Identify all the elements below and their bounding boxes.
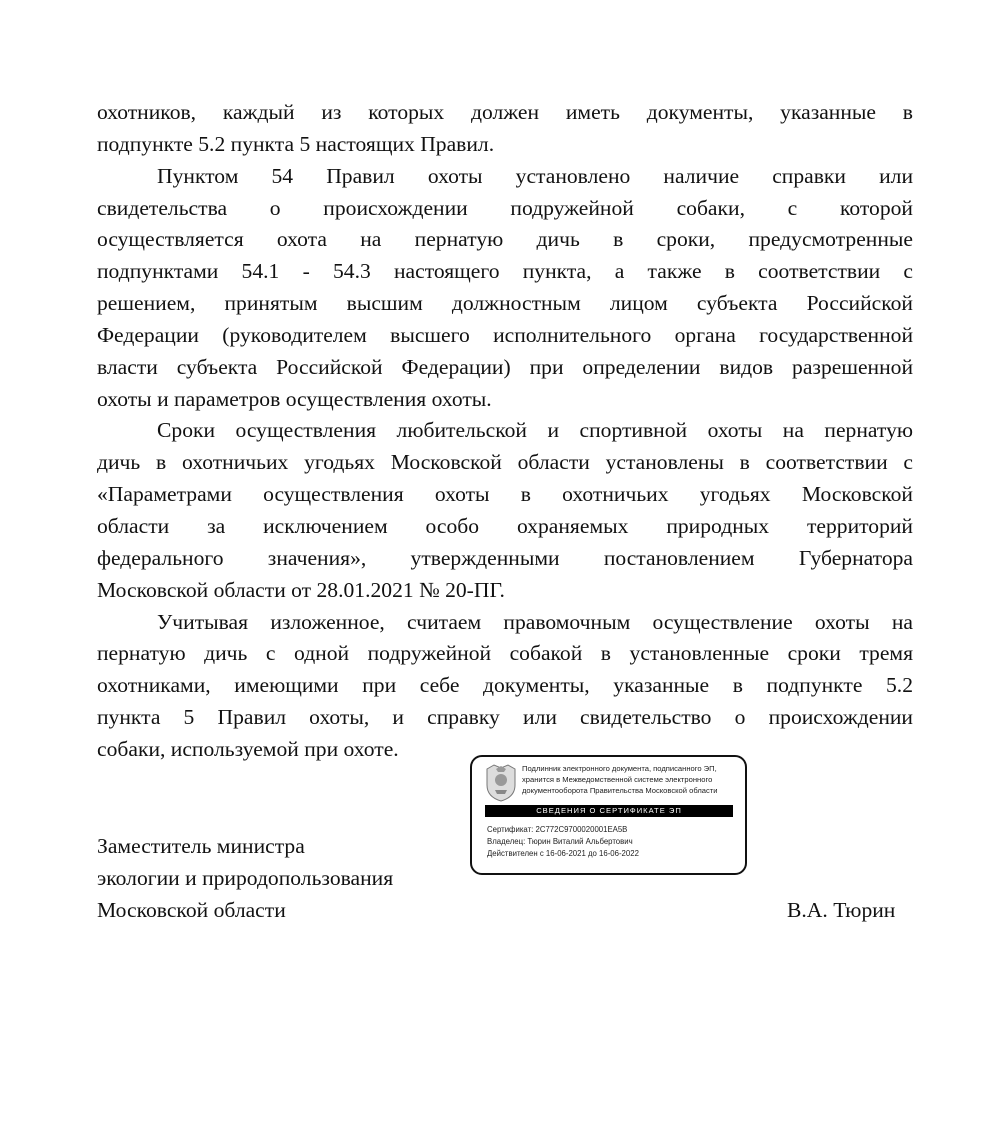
stamp-owner: Владелец: Тюрин Виталий Альбертович [487,837,633,846]
stamp-header-line: Подлинник электронного документа, подписанного ЭП, [522,764,717,773]
paragraph-line: Московской области от 28.01.2021 № 20-ПГ. [97,577,505,602]
signatory-position [97,830,393,926]
stamp-header-line: хранится в Межведомственной системе электронного [522,775,713,784]
paragraph-line: Федерации (руководителем высшего исполнительного органа государственной [97,322,913,347]
paragraph-line: охотников, каждый из которых должен иметь документы, указанные в [97,100,913,124]
paragraph-line: Учитывая изложенное, считаем правомочным осуществление охоты на [157,609,913,634]
paragraph-line: осуществляется охота на пернатую дичь в сроки, предусмотренные [97,227,913,252]
paragraph-line: пункта 5 Правил охоты, и справку или свидетельство о происхождении [97,705,913,730]
paragraph-line: власти субъекта Российской Федерации) при определении видов разрешенной [97,354,913,379]
signatory-position-line: Московской области [97,898,286,922]
stamp-header-line: документооборота Правительства Московской области [522,786,718,795]
stamp-validity: Действителен с 16-06-2021 до 16-06-2022 [487,849,639,858]
paragraph-line: свидетельства о происхождении подружейной собаки, с которой [97,195,913,220]
paragraph-line: пернатую дичь с одной подружейной собакой в установленные сроки тремя [97,641,913,666]
paragraph-line: дичь в охотничьих угодьях Московской области установлены в соответствии с [97,450,913,475]
paragraph-line: охотниками, имеющими при себе документы, указанные в подпункте 5.2 [97,673,913,698]
paragraph-line: собаки, используемой при охоте. [97,736,399,761]
paragraph-line: Пунктом 54 Правил охоты установлено наличие справки или [157,163,913,188]
signatory-position-line: экологии и природопользования [97,866,394,890]
paragraph-line: Сроки осуществления любительской и спортивной охоты на пернатую [157,418,913,443]
paragraph-line: «Параметрами осуществления охоты в охотничьих угодьях Московской [97,482,913,507]
paragraph-line: федерального значения», утвержденными постановлением Губернатора [97,545,913,570]
signatory-position-line: Заместитель министра [97,834,305,858]
paragraph-line: решением, принятым высшим должностным лицом субъекта Российской [97,291,913,316]
electronic-signature-stamp [470,755,747,875]
paragraph-line: области за исключением особо охраняемых природных территорий [97,513,913,538]
document-body [97,97,913,766]
paragraph-line: подпункте 5.2 пункта 5 настоящих Правил. [97,131,495,156]
moscow-region-emblem-icon [484,763,518,803]
paragraph-line: охоты и параметров осуществления охоты. [97,386,492,411]
signatory-name: В.А. Тюрин [787,898,896,922]
stamp-certificate: Сертификат: 2C772C9700020001EA5B [487,825,628,834]
paragraph-line: подпунктами 54.1 - 54.3 настоящего пункта, а также в соответствии с [97,259,913,284]
stamp-certificate-bar: СВЕДЕНИЯ О СЕРТИФИКАТЕ ЭП [485,805,733,817]
